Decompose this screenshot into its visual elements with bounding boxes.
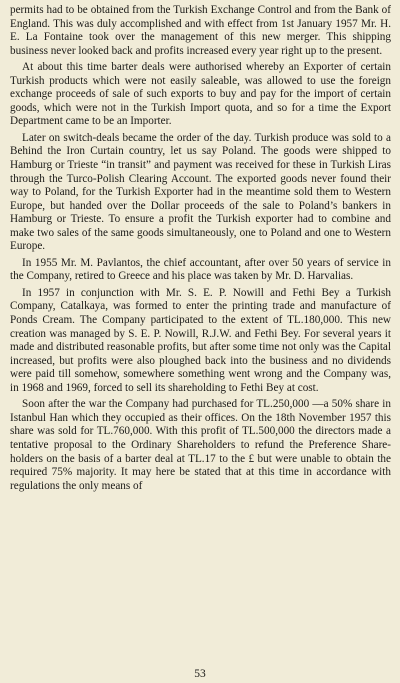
page-number: 53	[194, 668, 206, 680]
paragraph-barter-deals: At about this time barter deals were authorised whereby an Exporter of certain Turkish products which were not easily saleable, was allowed to use the foreign exchange proceeds of sale of such exports to buy and pay for the import of certain goods, which were not in the Turkish Import quota, and so for a time the Export Department came to be an Importer.	[10, 61, 391, 128]
paragraph-switch-deals: Later on switch-deals became the order of the day. Turkish produce was sold to a Behind the Iron Curtain country, let us say Poland. The goods were shipped to Hamburg or Trieste “in transit” and payment was received for these in Turkish Liras through the Turco-Polish Clearing Account. The exported goods never found their way to Poland, for the Turkish Exporter had in the meantime sold them to Western Europe, but handed over the Dollar proceeds of the sale to Poland’s bankers in Hamburg or Trieste. To ensure a profit the Turkish exporter had to combine and make two sales of the same goods simultaneously, one to Poland and one to Western Europe.	[10, 131, 391, 253]
paragraph-catalkaya: In 1957 in conjunction with Mr. S. E. P. Nowill and Fethi Bey a Turkish Company, Catalkaya, was formed to enter the printing trade and manufacture of Ponds Cream. The Company participated to the extent of TL.180,000. This new creation was managed by S. E. P. Nowill, R.J.W. and Fethi Bey. For several years it made and distributed reasonable profits, but after some time not only was the Capital increased, but profits were also ploughed back into the business and no dividends were paid till somehow, somewhere something went wrong and the Company was, in 1968 and 1969, forced to sell its shareholding to Fethi Bey at cost.	[10, 286, 391, 394]
paragraph-continuation: permits had to be obtained from the Turkish Exchange Control and from the Bank of England. This was duly accomplished and with effect from 1st January 1957 Mr. H. E. La Fontaine took over the management of this new merger. This shipping business never looked back and profits increased every year right up to the present.	[10, 4, 391, 57]
paragraph-istanbul-han: Soon after the war the Company had purchased for TL.250,000 —a 50% share in Istanbul Han which they occupied as their offices. On the 18th November 1957 this share was sold for TL.760,000. With this profit of TL.500,000 the directors made a tentative proposal to the Ordinary Shareholders to refund the Preference Shareholders on the basis of a barter deal at TL.17 to the £ but were unable to obtain the required 75% majority. It may here be stated that at this time in accordance with regulations the only means of	[10, 398, 391, 492]
paragraph-chief-accountant: In 1955 Mr. M. Pavlantos, the chief accountant, after over 50 years of service in the Company, retired to Greece and his place was taken by Mr. D. Harvalias.	[10, 256, 391, 283]
